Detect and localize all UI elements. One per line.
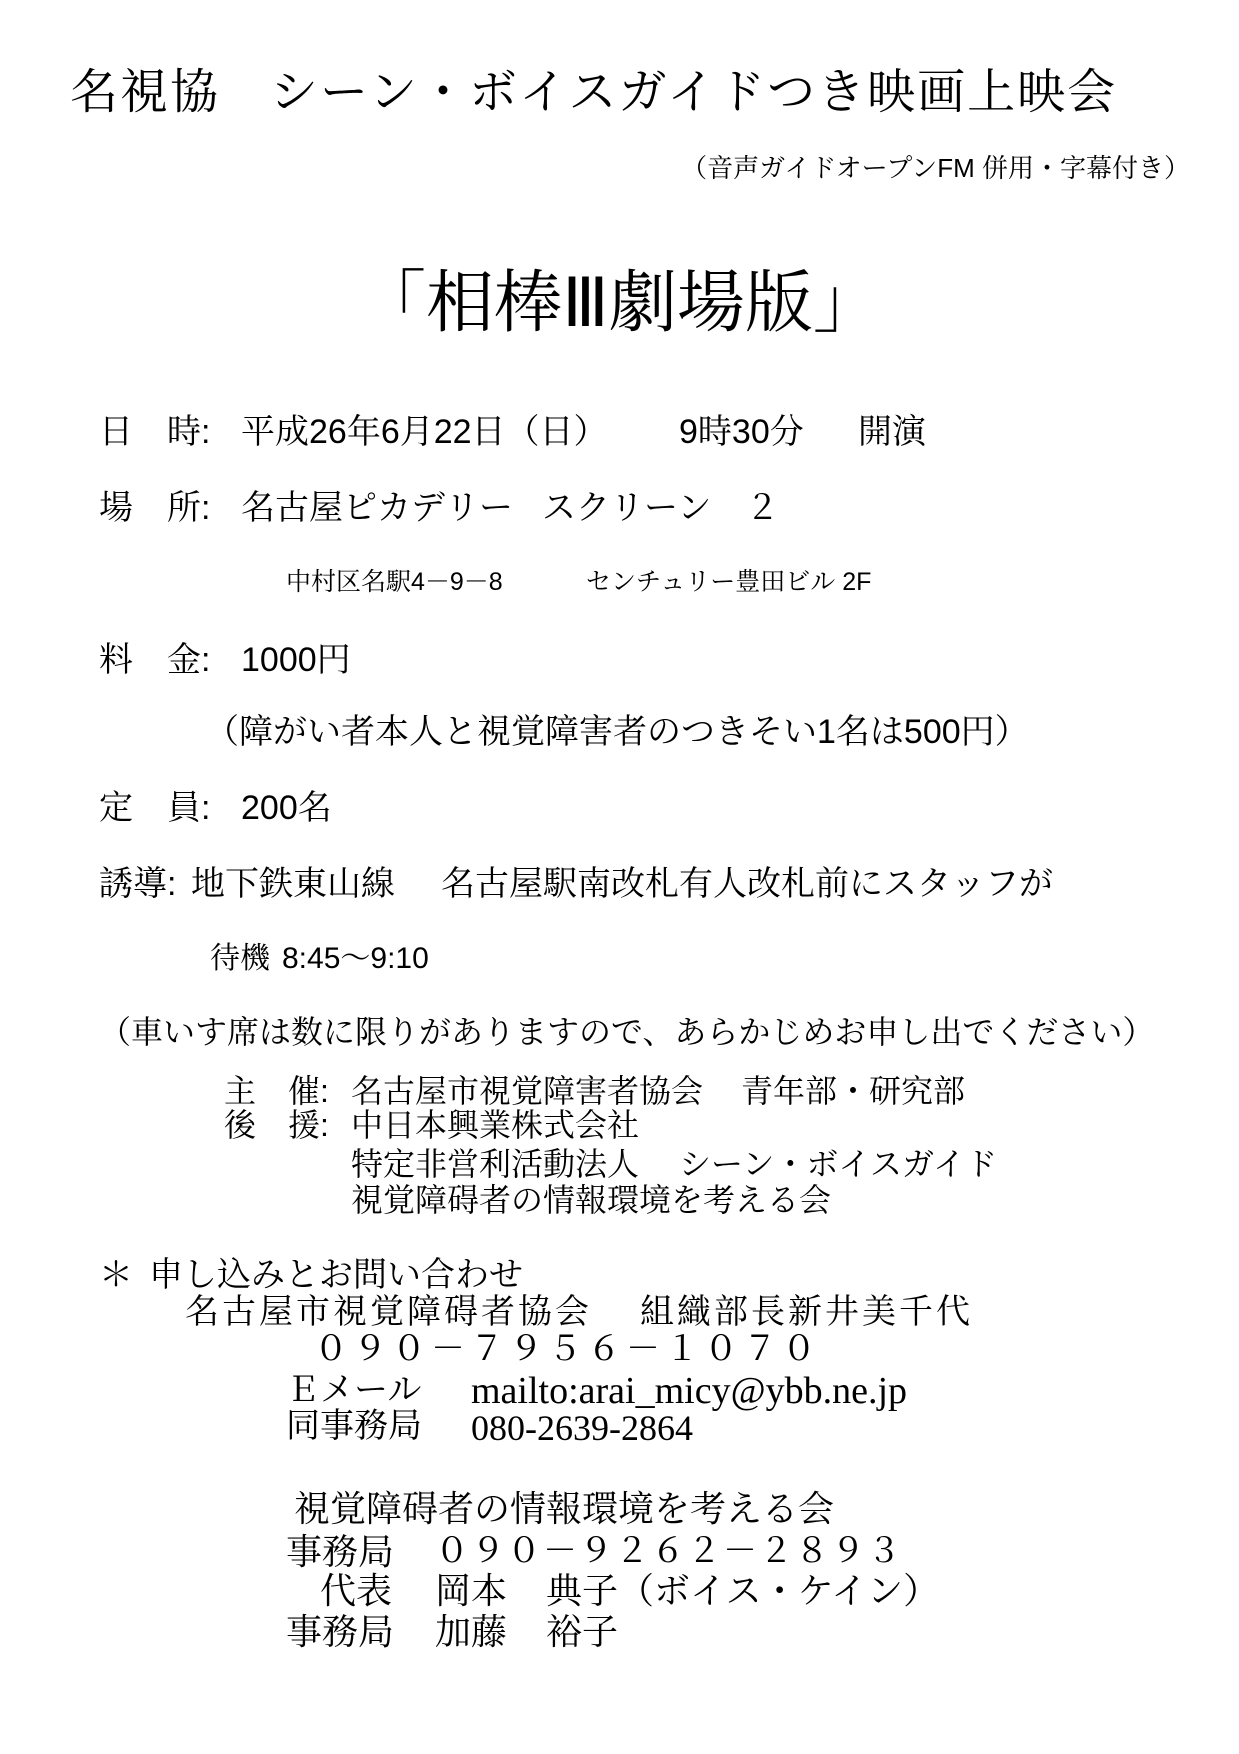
contact-email-label: Ｅメール	[286, 1372, 422, 1409]
venue-label: 場 所:	[99, 489, 211, 527]
contact-email: mailto:arai_micy@ybb.ne.jp	[471, 1370, 907, 1412]
datetime-time: 9時30分	[679, 413, 804, 451]
capacity-label: 定 員:	[99, 789, 211, 827]
datetime-label: 日 時:	[99, 413, 211, 451]
guidance-wait-label: 待機	[210, 942, 270, 975]
support-label: 後 援:	[224, 1107, 329, 1143]
supporter-2-type: 特定非営利活動法人	[351, 1146, 640, 1182]
group-office2-given-name: 裕子	[546, 1612, 619, 1652]
fee-value: 1000円	[241, 641, 351, 679]
datetime-date: 平成26年6月22日（日）	[241, 413, 608, 451]
contact-org: 名古屋市視覚障碍者協会	[185, 1294, 592, 1331]
contact-office-label: 同事務局	[286, 1408, 422, 1445]
venue-address-building: センチュリー豊田ビル 2F	[586, 568, 872, 596]
event-subtitle: （音声ガイドオープンFM 併用・字幕付き）	[681, 153, 1190, 183]
contact-office-phone: 080-2639-2864	[471, 1408, 693, 1448]
guidance-location: 名古屋駅南改札有人改札前にスタッフが	[441, 865, 1053, 903]
group-office-label: 事務局	[286, 1532, 395, 1572]
supporter-1: 中日本興業株式会社	[351, 1107, 640, 1143]
venue-name: 名古屋ピカデリー	[241, 489, 513, 527]
wheelchair-note: （車いす席は数に限りがありますので、あらかじめお申し出でください）	[99, 1014, 1155, 1050]
host-division: 青年部・研究部	[741, 1073, 966, 1109]
movie-title: 「相棒Ⅲ劇場版」	[358, 265, 881, 341]
guidance-wait-time: 8:45～9:10	[282, 942, 429, 975]
fee-label: 料 金:	[99, 641, 211, 679]
contact-phone: ０９０－７９５６－１０７０	[314, 1331, 821, 1368]
host-name: 名古屋市視覚障害者協会	[351, 1073, 704, 1109]
group-office2-family-name: 加藤	[435, 1612, 508, 1652]
venue-screen: スクリーン ２	[542, 489, 780, 527]
contact-person: 組織部長新井美千代	[640, 1294, 973, 1331]
group-rep-label: 代表	[320, 1571, 393, 1611]
supporter-2-name: シーン・ボイスガイド	[679, 1146, 998, 1182]
group-rep-family-name: 岡本	[435, 1571, 508, 1611]
capacity-value: 200名	[241, 789, 332, 827]
supporter-3: 視覚障碍者の情報環境を考える会	[351, 1182, 832, 1218]
host-label: 主 催:	[224, 1073, 329, 1109]
group-office2-label: 事務局	[286, 1612, 395, 1652]
datetime-status: 開演	[858, 413, 926, 451]
event-title: 名視協 シーン・ボイスガイドつき映画上映会	[70, 66, 1118, 119]
fee-discount-note: （障がい者本人と視覚障害者のつきそい1名は500円）	[205, 713, 1029, 751]
contact-heading: 申し込みとお問い合わせ	[149, 1257, 523, 1294]
contact-asterisk: ＊	[99, 1257, 133, 1294]
group-rep-given-name: 典子（ボイス・ケイン）	[546, 1571, 940, 1611]
guidance-line: 地下鉄東山線	[191, 865, 395, 903]
group-name: 視覚障碍者の情報環境を考える会	[294, 1489, 835, 1529]
guidance-label: 誘導:	[99, 865, 177, 903]
venue-address-area: 中村区名駅4－9－8	[286, 568, 503, 596]
group-office-phone: ０９０－９２６２－２８９３	[435, 1533, 903, 1570]
